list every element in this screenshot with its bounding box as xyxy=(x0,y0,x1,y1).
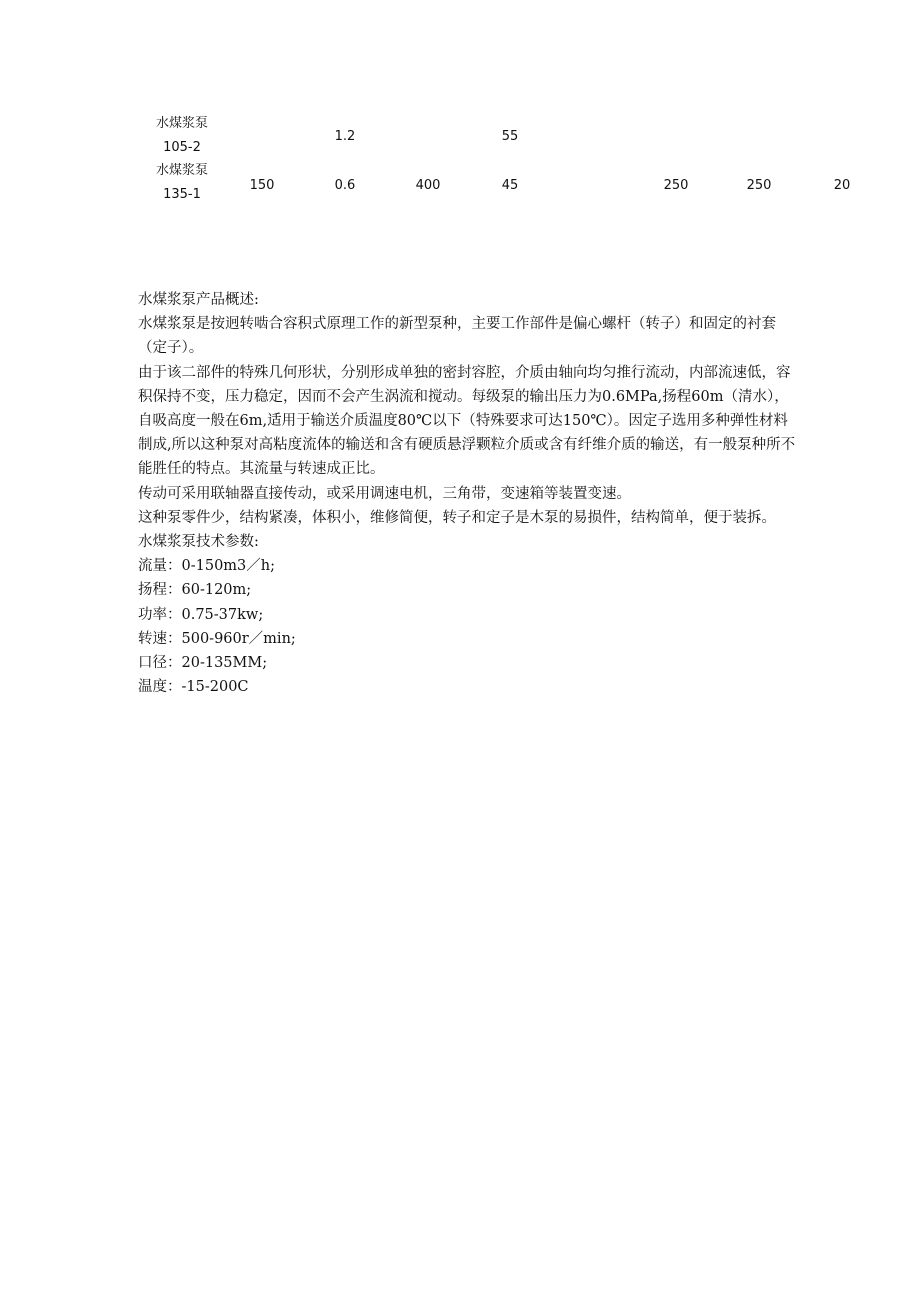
pump-spec-table xyxy=(0,0,920,220)
table-cell: 400 xyxy=(415,178,441,193)
table-row-name-cell xyxy=(132,112,232,160)
table-cell: 1.2 xyxy=(334,129,356,144)
table-cell: 250 xyxy=(663,178,689,193)
tech-heading: 水煤浆泵技术参数: xyxy=(138,534,259,551)
paragraph: 水煤浆泵是按迥转啮合容积式原理工作的新型泵种，主要工作部件是偏心螺杆（转子）和固定的衬套（定子）。 xyxy=(138,316,776,357)
table-cell: 250 xyxy=(746,178,772,193)
pump-model: 105-2 xyxy=(163,140,201,155)
table-row-name-cell xyxy=(132,159,232,207)
table-cell: 55 xyxy=(501,129,519,144)
table-cell: 20 xyxy=(833,178,851,193)
product-description xyxy=(138,288,798,699)
spec-caliber: 口径：20-135MM; xyxy=(138,655,268,672)
spec-speed: 转速：500-960r／min; xyxy=(138,630,296,647)
overview-heading: 水煤浆泵产品概述: xyxy=(138,292,259,308)
pump-model: 135-1 xyxy=(163,187,201,202)
spec-head: 扬程：60-120m; xyxy=(138,582,252,599)
spec-flow: 流量：0-150m3／h; xyxy=(138,558,275,575)
paragraph: 由于该二部件的特殊几何形状，分别形成单独的密封容腔，介质由轴向均匀推行流动，内部流速低，容积保持不变，压力稳定，因而不会产生涡流和搅动。每级泵的输出压力为0.6MPa,扬程60m（清水），自吸高度一般在6m,适用于输送介质温度80℃以下（特殊要求可达150℃）。因定子选用多种弹性材料制成,所以这种泵对高粘度流体的输送和含有硬质悬浮颗粒介质或含有纤维介质的输送，有一般泵种所不能胜任的特点。其流量与转速成正比。 xyxy=(138,364,796,478)
paragraph: 这种泵零件少，结构紧凑，体积小，维修简便，转子和定子是木泵的易损件，结构简单，便于装拆。 xyxy=(138,509,776,526)
pump-name: 水煤浆泵 xyxy=(155,116,208,131)
pump-name: 水煤浆泵 xyxy=(155,163,208,178)
table-cell: 0.6 xyxy=(334,178,356,193)
paragraph: 传动可采用联轴器直接传动，或采用调速电机，三角带，变速箱等装置变速。 xyxy=(138,485,631,502)
table-cell: 45 xyxy=(501,178,519,193)
spec-power: 功率：0.75-37kw; xyxy=(138,606,264,623)
spec-temperature: 温度：-15-200C xyxy=(138,679,249,696)
table-cell: 150 xyxy=(249,178,275,193)
